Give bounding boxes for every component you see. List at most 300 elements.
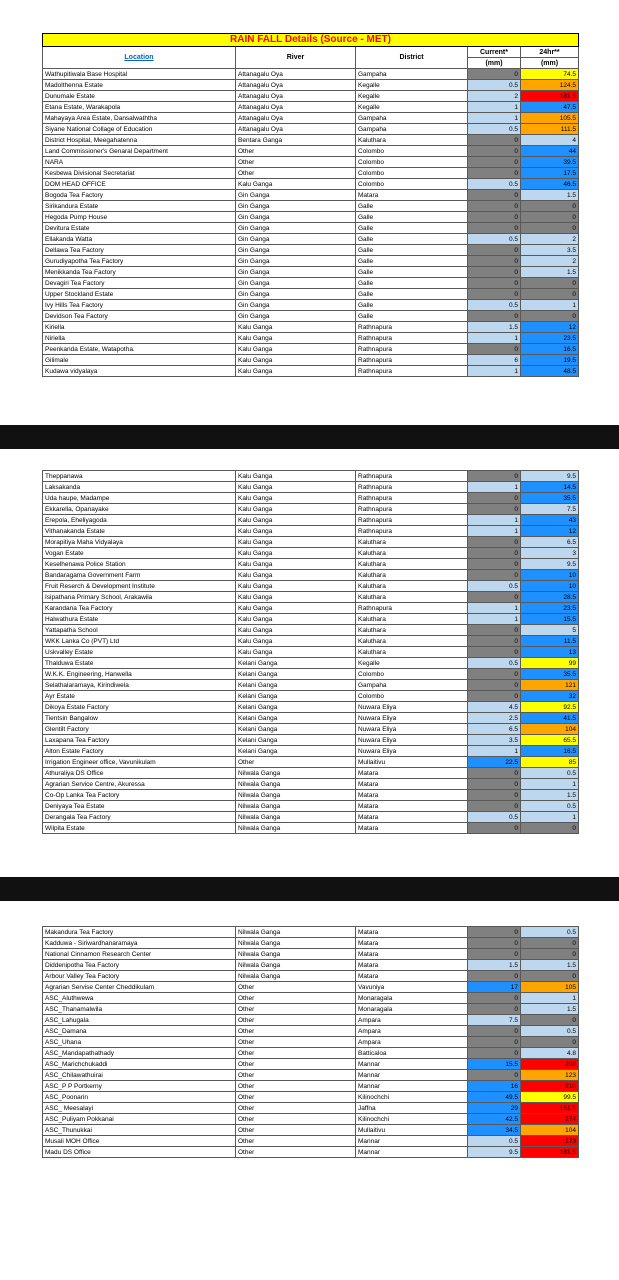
river-cell[interactable]: Nilwala Ganga [236,779,356,790]
current-value-cell[interactable]: 0 [468,146,521,157]
location-cell[interactable]: Makandura Tea Factory [43,927,236,938]
location-cell[interactable]: Mahayaya Area Estate, Dansalwaththa [43,113,236,124]
current-value-cell[interactable]: 0 [468,680,521,691]
rain24-value-cell[interactable]: 1 [521,812,579,823]
river-cell[interactable]: Kalu Ganga [236,355,356,366]
location-cell[interactable]: Wilpita Estate [43,823,236,834]
current-value-cell[interactable]: 29 [468,1103,521,1114]
river-cell[interactable]: Nilwala Ganga [236,790,356,801]
river-cell[interactable]: Gin Ganga [236,201,356,212]
district-cell[interactable]: Kaluthara [356,537,468,548]
location-cell[interactable]: Vogan Estate [43,548,236,559]
location-cell[interactable]: Peenkanda Estate, Watapotha. [43,344,236,355]
district-cell[interactable]: Colombo [356,179,468,190]
rain24-value-cell[interactable]: 10 [521,570,579,581]
river-cell[interactable]: Kalu Ganga [236,526,356,537]
current-value-cell[interactable]: 0.5 [468,581,521,592]
current-value-cell[interactable]: 0.5 [468,658,521,669]
rain24-value-cell[interactable]: 17.5 [521,168,579,179]
current-value-cell[interactable]: 0 [468,267,521,278]
location-cell[interactable]: Madolthenna Estate [43,80,236,91]
current-value-cell[interactable]: 1 [468,515,521,526]
current-value-cell[interactable]: 0 [468,168,521,179]
rain24-value-cell[interactable]: 0 [521,311,579,322]
location-cell[interactable]: Irrigation Engineer office, Vavunikulam [43,757,236,768]
location-cell[interactable]: Laksakanda [43,482,236,493]
river-cell[interactable]: Gin Ganga [236,267,356,278]
current-value-cell[interactable]: 0.5 [468,234,521,245]
river-cell[interactable]: Kalu Ganga [236,482,356,493]
rain24-value-cell[interactable]: 0 [521,949,579,960]
district-cell[interactable]: Nuwara Eliya [356,735,468,746]
district-cell[interactable]: Galle [356,289,468,300]
river-cell[interactable]: Kalu Ganga [236,471,356,482]
river-cell[interactable]: Gin Ganga [236,311,356,322]
rain24-value-cell[interactable]: 1.5 [521,790,579,801]
river-cell[interactable]: Kelani Ganga [236,691,356,702]
location-cell[interactable]: Tientsin Bangalow [43,713,236,724]
district-cell[interactable]: Nuwara Eliya [356,746,468,757]
location-cell[interactable]: Laxapana Tea Factory [43,735,236,746]
location-cell[interactable]: Dikoya Estate Factory [43,702,236,713]
district-cell[interactable]: Kaluthara [356,570,468,581]
location-cell[interactable]: Uskvalley Estate [43,647,236,658]
rain24-value-cell[interactable]: 23.5 [521,603,579,614]
location-cell[interactable]: Madu DS Office [43,1147,236,1158]
location-cell[interactable]: Derangala Tea Factory [43,812,236,823]
current-value-cell[interactable]: 17 [468,982,521,993]
location-cell[interactable]: Vithanakanda Estate [43,526,236,537]
rain24-value-cell[interactable]: 2 [521,234,579,245]
rain24-value-cell[interactable]: 35.5 [521,669,579,680]
current-value-cell[interactable]: 0 [468,1004,521,1015]
current-value-cell[interactable]: 0 [468,938,521,949]
district-cell[interactable]: Rathnapura [356,333,468,344]
district-cell[interactable]: Vavuniya [356,982,468,993]
district-cell[interactable]: Mannar [356,1147,468,1158]
river-cell[interactable]: Kalu Ganga [236,581,356,592]
column-header-district[interactable]: District [356,47,468,69]
current-value-cell[interactable]: 0 [468,647,521,658]
river-cell[interactable]: Bentara Ganga [236,135,356,146]
location-cell[interactable]: ASC_Thanamalwila [43,1004,236,1015]
current-value-cell[interactable]: 0 [468,1070,521,1081]
district-cell[interactable]: Ampara [356,1015,468,1026]
rain24-value-cell[interactable]: 208 [521,1059,579,1070]
district-cell[interactable]: Galle [356,278,468,289]
river-cell[interactable]: Kalu Ganga [236,366,356,377]
river-cell[interactable]: Kelani Ganga [236,724,356,735]
rain24-value-cell[interactable]: 1 [521,779,579,790]
district-cell[interactable]: Kegalle [356,91,468,102]
district-cell[interactable]: Rathnapura [356,526,468,537]
rain24-value-cell[interactable]: 92.5 [521,702,579,713]
location-cell[interactable]: Gilimale [43,355,236,366]
district-cell[interactable]: Jaffna [356,1103,468,1114]
district-cell[interactable]: Rathnapura [356,322,468,333]
river-cell[interactable]: Other [236,1026,356,1037]
current-value-cell[interactable]: 0.5 [468,300,521,311]
current-value-cell[interactable]: 0 [468,135,521,146]
river-cell[interactable]: Gin Ganga [236,234,356,245]
current-value-cell[interactable]: 0 [468,504,521,515]
district-cell[interactable]: Matara [356,938,468,949]
current-value-cell[interactable]: 0 [468,190,521,201]
district-cell[interactable]: Kaluthara [356,625,468,636]
rain24-value-cell[interactable]: 16.5 [521,746,579,757]
river-cell[interactable]: Kalu Ganga [236,504,356,515]
location-cell[interactable]: Etana Estate, Warakapola [43,102,236,113]
district-cell[interactable]: Kaluthara [356,135,468,146]
rain24-value-cell[interactable]: 0 [521,212,579,223]
location-cell[interactable]: Kadduwa - Siriwardhanaramaya [43,938,236,949]
current-value-cell[interactable]: 0 [468,1026,521,1037]
current-value-cell[interactable]: 0 [468,278,521,289]
district-cell[interactable]: Rathnapura [356,504,468,515]
district-cell[interactable]: Mullaitivu [356,1125,468,1136]
current-value-cell[interactable]: 0 [468,311,521,322]
column-header-current[interactable]: Current* [468,47,521,58]
location-cell[interactable]: Erepola, Eheliyagoda [43,515,236,526]
location-cell[interactable]: Keselhenawa Police Station [43,559,236,570]
location-cell[interactable]: ASC_Thunukkai [43,1125,236,1136]
district-cell[interactable]: Matara [356,949,468,960]
river-cell[interactable]: Kalu Ganga [236,333,356,344]
rain24-value-cell[interactable]: 9.5 [521,471,579,482]
current-value-cell[interactable]: 6 [468,355,521,366]
current-value-cell[interactable]: 16 [468,1081,521,1092]
column-header-24hr[interactable]: 24hr** [521,47,579,58]
district-cell[interactable]: Nuwara Eliya [356,724,468,735]
rain24-value-cell[interactable]: 121 [521,680,579,691]
current-value-cell[interactable]: 0 [468,201,521,212]
location-cell[interactable]: Gurudiyapotha Tea Factory [43,256,236,267]
location-cell[interactable]: District Hospital, Meegahatenna [43,135,236,146]
river-cell[interactable]: Gin Ganga [236,278,356,289]
river-cell[interactable]: Kalu Ganga [236,322,356,333]
location-cell[interactable]: Devitura Estate [43,223,236,234]
location-cell[interactable]: ASC_Chilawathuirai [43,1070,236,1081]
current-value-cell[interactable]: 0.5 [468,80,521,91]
location-cell[interactable]: Uda haupe, Madampe [43,493,236,504]
location-cell[interactable]: ASC_Aluthwewa [43,993,236,1004]
river-cell[interactable]: Nilwala Ganga [236,960,356,971]
rain24-value-cell[interactable]: 0.5 [521,768,579,779]
location-cell[interactable]: ASC_ Meesalayi [43,1103,236,1114]
district-cell[interactable]: Matara [356,768,468,779]
river-cell[interactable]: Nilwala Ganga [236,927,356,938]
rain24-value-cell[interactable]: 48.5 [521,366,579,377]
district-cell[interactable]: Matara [356,971,468,982]
rain24-value-cell[interactable]: 12 [521,526,579,537]
district-cell[interactable]: Matara [356,779,468,790]
river-cell[interactable]: Nilwala Ganga [236,768,356,779]
current-value-cell[interactable]: 1 [468,366,521,377]
river-cell[interactable]: Attanagalu Oya [236,91,356,102]
river-cell[interactable]: Kelani Ganga [236,735,356,746]
river-cell[interactable]: Other [236,1037,356,1048]
current-value-cell[interactable]: 0 [468,823,521,834]
rain24-value-cell[interactable]: 74.5 [521,69,579,80]
location-cell[interactable]: ASC_Uhana [43,1037,236,1048]
district-cell[interactable]: Matara [356,801,468,812]
river-cell[interactable]: Kalu Ganga [236,636,356,647]
rain24-value-cell[interactable]: 2 [521,256,579,267]
current-value-cell[interactable]: 0 [468,537,521,548]
river-cell[interactable]: Kalu Ganga [236,647,356,658]
district-cell[interactable]: Matara [356,190,468,201]
district-cell[interactable]: Mannar [356,1136,468,1147]
river-cell[interactable]: Gin Ganga [236,300,356,311]
district-cell[interactable]: Galle [356,234,468,245]
rain24-value-cell[interactable]: 10 [521,581,579,592]
district-cell[interactable]: Kaluthara [356,614,468,625]
rain24-value-cell[interactable]: 28.5 [521,592,579,603]
rain24-value-cell[interactable]: 19.5 [521,355,579,366]
current-value-cell[interactable]: 0 [468,559,521,570]
location-cell[interactable]: Deniyaya Tea Estate [43,801,236,812]
location-cell[interactable]: Kesbewa Divisional Secretariat [43,168,236,179]
current-value-cell[interactable]: 42.5 [468,1114,521,1125]
rain24-value-cell[interactable]: 1.5 [521,190,579,201]
river-cell[interactable]: Kalu Ganga [236,625,356,636]
rain24-value-cell[interactable]: 12 [521,322,579,333]
river-cell[interactable]: Nilwala Ganga [236,938,356,949]
rain24-value-cell[interactable]: 0 [521,278,579,289]
district-cell[interactable]: Colombo [356,168,468,179]
location-cell[interactable]: Ekkarella, Opanayake [43,504,236,515]
district-cell[interactable]: Kaluthara [356,548,468,559]
rain24-value-cell[interactable]: 274 [521,1114,579,1125]
rain24-value-cell[interactable]: 105 [521,982,579,993]
location-cell[interactable]: ASC_Puliyam Pokkanai [43,1114,236,1125]
current-value-cell[interactable]: 0.5 [468,812,521,823]
district-cell[interactable]: Gampaha [356,69,468,80]
district-cell[interactable]: Kaluthara [356,636,468,647]
current-value-cell[interactable]: 1.5 [468,322,521,333]
district-cell[interactable]: Mannar [356,1059,468,1070]
location-cell[interactable]: Menikkanda Tea Factory [43,267,236,278]
district-cell[interactable]: Gampaha [356,124,468,135]
district-cell[interactable]: Colombo [356,691,468,702]
district-cell[interactable]: Kaluthara [356,647,468,658]
river-cell[interactable]: Kalu Ganga [236,592,356,603]
current-value-cell[interactable]: 0.5 [468,179,521,190]
rain24-value-cell[interactable]: 32 [521,691,579,702]
river-cell[interactable]: Kalu Ganga [236,603,356,614]
location-cell[interactable]: Sirikandura Estate [43,201,236,212]
current-value-cell[interactable]: 34.5 [468,1125,521,1136]
current-value-cell[interactable]: 1 [468,526,521,537]
river-cell[interactable]: Other [236,1136,356,1147]
current-value-cell[interactable]: 0 [468,790,521,801]
location-cell[interactable]: Ellakanda Watta [43,234,236,245]
current-value-cell[interactable]: 0 [468,157,521,168]
current-value-cell[interactable]: 1 [468,333,521,344]
district-cell[interactable]: Galle [356,201,468,212]
location-cell[interactable]: Musali MOH Office [43,1136,236,1147]
rain24-value-cell[interactable]: 0 [521,938,579,949]
rain24-value-cell[interactable]: 9.5 [521,559,579,570]
rain24-value-cell[interactable]: 0 [521,1015,579,1026]
river-cell[interactable]: Kalu Ganga [236,515,356,526]
location-cell[interactable]: Agrarian Service Centre, Akuressa [43,779,236,790]
river-cell[interactable]: Gin Ganga [236,212,356,223]
river-cell[interactable]: Gin Ganga [236,190,356,201]
location-cell[interactable]: Agrarian Servise Center Cheddikulam [43,982,236,993]
current-value-cell[interactable]: 3.5 [468,735,521,746]
river-cell[interactable]: Kalu Ganga [236,548,356,559]
current-value-cell[interactable]: 49.5 [468,1092,521,1103]
rain24-value-cell[interactable]: 0 [521,223,579,234]
location-cell[interactable]: Ivy Hills Tea Factory [43,300,236,311]
location-cell[interactable]: W.K.K. Engineering, Hanwella [43,669,236,680]
current-value-cell[interactable]: 0 [468,949,521,960]
current-value-cell[interactable]: 1 [468,113,521,124]
river-cell[interactable]: Kalu Ganga [236,614,356,625]
river-cell[interactable]: Kalu Ganga [236,179,356,190]
district-cell[interactable]: Kegalle [356,102,468,113]
rain24-value-cell[interactable]: 99 [521,658,579,669]
district-cell[interactable]: Ampara [356,1026,468,1037]
location-cell[interactable]: Yattapatha School [43,625,236,636]
river-cell[interactable]: Other [236,146,356,157]
current-value-cell[interactable]: 2.5 [468,713,521,724]
rain24-value-cell[interactable]: 99.5 [521,1092,579,1103]
district-cell[interactable]: Kaluthara [356,559,468,570]
current-value-cell[interactable]: 2 [468,91,521,102]
rain24-value-cell[interactable]: 3 [521,548,579,559]
river-cell[interactable]: Other [236,1070,356,1081]
river-cell[interactable]: Other [236,1092,356,1103]
current-value-cell[interactable]: 1.5 [468,960,521,971]
current-value-cell[interactable]: 0 [468,1048,521,1059]
current-value-cell[interactable]: 0 [468,669,521,680]
current-value-cell[interactable]: 0 [468,212,521,223]
location-cell[interactable]: Ayr Estate [43,691,236,702]
river-cell[interactable]: Kalu Ganga [236,570,356,581]
district-cell[interactable]: Galle [356,300,468,311]
location-cell[interactable]: WKK Lanka Co (PVT) Ltd [43,636,236,647]
location-cell[interactable]: National Cinnamon Research Center [43,949,236,960]
rain24-value-cell[interactable]: 39.5 [521,157,579,168]
river-cell[interactable]: Other [236,1048,356,1059]
rain24-value-cell[interactable]: 181.5 [521,1147,579,1158]
river-cell[interactable]: Kelani Ganga [236,669,356,680]
river-cell[interactable]: Kalu Ganga [236,344,356,355]
district-cell[interactable]: Rathnapura [356,471,468,482]
location-cell[interactable]: Kudawa vidyalaya [43,366,236,377]
current-value-cell[interactable]: 0 [468,691,521,702]
river-cell[interactable]: Other [236,757,356,768]
rain24-value-cell[interactable]: 4.8 [521,1048,579,1059]
district-cell[interactable]: Kilinochchi [356,1092,468,1103]
current-value-cell[interactable]: 0 [468,592,521,603]
district-cell[interactable]: Galle [356,256,468,267]
current-value-cell[interactable]: 22.5 [468,757,521,768]
district-cell[interactable]: Galle [356,267,468,278]
river-cell[interactable]: Gin Ganga [236,256,356,267]
location-cell[interactable]: Dellawa Tea Factory [43,245,236,256]
district-cell[interactable]: Monaragala [356,1004,468,1015]
rain24-value-cell[interactable]: 151.5 [521,1103,579,1114]
river-cell[interactable]: Attanagalu Oya [236,102,356,113]
district-cell[interactable]: Rathnapura [356,493,468,504]
location-cell[interactable]: ASC_P P Portkerny [43,1081,236,1092]
district-cell[interactable]: Galle [356,212,468,223]
river-cell[interactable]: Other [236,982,356,993]
river-cell[interactable]: Kalu Ganga [236,559,356,570]
location-cell[interactable]: Morapitiya Maha Vidyalaya [43,537,236,548]
rain24-value-cell[interactable]: 0 [521,1037,579,1048]
current-value-cell[interactable]: 1 [468,746,521,757]
location-cell[interactable]: DOM HEAD OFFICE [43,179,236,190]
river-cell[interactable]: Kalu Ganga [236,493,356,504]
location-cell[interactable]: Upper Stockland Estate [43,289,236,300]
rain24-value-cell[interactable]: 3.5 [521,245,579,256]
location-cell[interactable]: Niriella [43,333,236,344]
rain24-value-cell[interactable]: 23.5 [521,333,579,344]
location-cell[interactable]: Karandana Tea Factory [43,603,236,614]
location-cell[interactable]: Athuraliya DS Office [43,768,236,779]
current-value-cell[interactable]: 7.5 [468,1015,521,1026]
rain24-value-cell[interactable]: 1.5 [521,960,579,971]
rain24-value-cell[interactable]: 14.5 [521,482,579,493]
current-value-cell[interactable]: 0 [468,768,521,779]
location-cell[interactable]: NARA [43,157,236,168]
district-cell[interactable]: Matara [356,927,468,938]
current-value-cell[interactable]: 1 [468,482,521,493]
district-cell[interactable]: Rathnapura [356,482,468,493]
rain24-value-cell[interactable]: 0.5 [521,927,579,938]
river-cell[interactable]: Kelani Ganga [236,680,356,691]
rain24-value-cell[interactable]: 181.5 [521,91,579,102]
district-cell[interactable]: Galle [356,311,468,322]
district-cell[interactable]: Gampaha [356,680,468,691]
rain24-value-cell[interactable]: 11.5 [521,636,579,647]
rain24-value-cell[interactable]: 1.5 [521,267,579,278]
district-cell[interactable]: Galle [356,223,468,234]
rain24-value-cell[interactable]: 47.5 [521,102,579,113]
column-header-location[interactable]: Location [43,47,236,69]
location-cell[interactable]: Land Commissioner's Genaral Department [43,146,236,157]
location-cell[interactable]: ASC_Poonarin [43,1092,236,1103]
rain24-value-cell[interactable]: 0 [521,201,579,212]
rain24-value-cell[interactable]: 0.5 [521,801,579,812]
rain24-value-cell[interactable]: 104 [521,1125,579,1136]
district-cell[interactable]: Kegalle [356,658,468,669]
current-value-cell[interactable]: 15.5 [468,1059,521,1070]
rain24-value-cell[interactable]: 5 [521,625,579,636]
rain24-value-cell[interactable]: 210 [521,1081,579,1092]
river-cell[interactable]: Kalu Ganga [236,537,356,548]
current-value-cell[interactable]: 0 [468,344,521,355]
column-header-river[interactable]: River [236,47,356,69]
district-cell[interactable]: Mannar [356,1081,468,1092]
rain24-value-cell[interactable]: 123 [521,1070,579,1081]
river-cell[interactable]: Other [236,1103,356,1114]
river-cell[interactable]: Attanagalu Oya [236,69,356,80]
river-cell[interactable]: Gin Ganga [236,245,356,256]
location-cell[interactable]: Bandaragama Government Farm [43,570,236,581]
river-cell[interactable]: Other [236,1004,356,1015]
district-cell[interactable]: Nuwara Eliya [356,702,468,713]
current-value-cell[interactable]: 0 [468,971,521,982]
location-cell[interactable]: Halwathura Estate [43,614,236,625]
current-value-cell[interactable]: 0 [468,636,521,647]
district-cell[interactable]: Gampaha [356,113,468,124]
river-cell[interactable]: Other [236,1059,356,1070]
